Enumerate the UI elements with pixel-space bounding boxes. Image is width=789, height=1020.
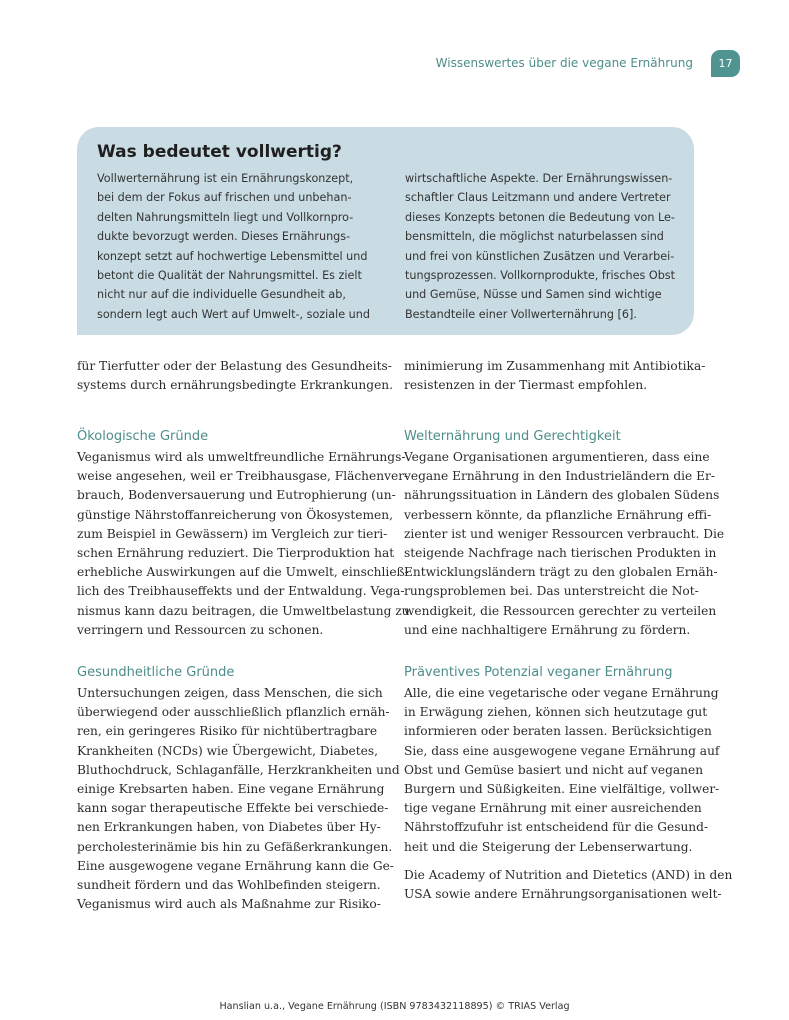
text-line: betont die Qualität der Nahrungsmittel. Es zielt	[97, 269, 362, 283]
text-line: ren, ein geringeres Risiko für nichtübertragbare	[77, 724, 378, 739]
text-line: steigende Nachfrage nach tierischen Produkten in	[404, 546, 717, 561]
text-line: tungsprozessen. Vollkornprodukte, frisches Obst	[405, 269, 676, 283]
text-line: in Erwägung ziehen, können sich heutzutage gut	[404, 705, 708, 720]
text-line: dieses Konzepts betonen die Bedeutung von Le-	[405, 210, 675, 224]
text-line: Die Academy of Nutrition and Dietetics (AND) in den	[404, 868, 733, 882]
text-line: Alle, die eine vegetarische oder vegane Ernährung	[404, 686, 719, 700]
text-line: konzept setzt auf hochwertige Lebensmittel und	[97, 249, 368, 263]
page-number: 17	[711, 50, 740, 77]
text-line: verringern und Ressourcen zu schonen.	[77, 622, 324, 637]
text-line: Obst und Gemüse basiert und nicht auf veganen	[404, 762, 704, 777]
text-line: nismus kann dazu beitragen, die Umweltbelastung zu	[77, 603, 410, 618]
text-line: Sie, dass eine ausgewogene vegane Ernährung auf	[404, 743, 720, 758]
text-line: dukte bevorzugt werden. Dieses Ernährungs-	[97, 230, 351, 244]
text-line: systems durch ernährungsbedingte Erkrankungen.	[77, 378, 394, 393]
text-line: nen Erkrankungen haben, von Diabetes über Hy-	[77, 820, 381, 835]
text-line: informieren oder beraten lassen. Berücksichtigen	[404, 724, 712, 739]
text-line: resistenzen in der Tiermast empfohlen.	[404, 378, 648, 393]
text-line: minimierung im Zusammenhang mit Antibiotika-	[404, 359, 706, 373]
text-line: percholesterinämie bis hin zu Gefäßerkrankungen.	[77, 839, 393, 854]
section-heading-welternaehrung: Welternährung und Gerechtigkeit	[404, 429, 621, 444]
section-text-welternaehrung	[404, 448, 725, 640]
text-line: wendigkeit, die Ressourcen gerechter zu verteilen	[404, 603, 717, 618]
text-line: Vollwerternährung ist ein Ernährungskonzept,	[97, 172, 354, 185]
text-line: Bestandteile einer Vollwerternährung [6].	[405, 307, 637, 321]
text-line: Untersuchungen zeigen, dass Menschen, die sich	[77, 686, 383, 700]
text-line: lich des Treibhauseffekts und der Entwaldung. Vega-	[77, 584, 405, 599]
text-line: delten Nahrungsmitteln liegt und Vollkornpro-	[97, 210, 354, 224]
text-line: sundheit fördern und das Wohlbefinden steigern.	[77, 878, 381, 893]
left-intro-text	[77, 357, 394, 395]
text-line: und Gemüse, Nüsse und Samen sind wichtige	[405, 288, 662, 302]
section-text-gesundheit	[77, 684, 400, 914]
text-line: Veganismus wird als umweltfreundliche Ernährungs-	[77, 450, 406, 464]
text-line: günstige Nährstoffanreicherung von Ökosystemen,	[77, 507, 393, 522]
text-line: Eine ausgewogene vegane Ernährung kann die Ge-	[77, 858, 394, 873]
text-line: vegane Ernährung in den Industrieländern die Er-	[404, 469, 715, 484]
info-box-left-text	[97, 169, 370, 324]
text-line: brauch, Bodenversauerung und Eutrophierung (un-	[77, 488, 396, 503]
text-line: Veganismus wird auch als Maßnahme zur Risiko-	[77, 897, 381, 912]
section-heading-praevention: Präventives Potenzial veganer Ernährung	[404, 665, 673, 680]
text-line: USA sowie andere Ernährungsorganisationen welt-	[404, 887, 722, 902]
text-line: rungsproblemen bei. Das unterstreicht die Not-	[404, 584, 699, 599]
text-line: schaftler Claus Leitzmann und andere Vertreter	[405, 191, 671, 205]
text-line: sondern legt auch Wert auf Umwelt-, soziale und	[97, 307, 370, 321]
text-line: zum Beispiel in Gewässern) im Vergleich zur tieri-	[77, 526, 388, 541]
text-line: Entwicklungsländern trägt zu den globalen Ernäh-	[404, 565, 718, 580]
info-box-right-text	[405, 169, 676, 324]
text-line: schen Ernährung reduziert. Die Tierproduktion hat	[77, 546, 395, 561]
text-line: Vegane Organisationen argumentieren, dass eine	[404, 450, 710, 464]
text-line: verbessern könnte, da pflanzliche Ernährung effi-	[404, 507, 712, 522]
text-line: kann sogar therapeutische Effekte bei verschiede-	[77, 801, 389, 816]
text-line: erhebliche Auswirkungen auf die Umwelt, einschließ-	[77, 565, 409, 580]
text-line: nährungssituation in Ländern des globalen Südens	[404, 488, 720, 503]
section-text-praevention	[404, 684, 720, 857]
section-text-oekologisch	[77, 448, 410, 640]
text-line: einige Krebsarten haben. Eine vegane Ernährung	[77, 782, 385, 797]
text-line: für Tierfutter oder der Belastung des Gesundheits-	[77, 359, 392, 373]
text-line: zienter ist und weniger Ressourcen verbraucht. Die	[404, 526, 725, 541]
right-intro-text	[404, 357, 706, 395]
text-line: weise angesehen, weil er Treibhausgase, Flächenver-	[77, 469, 409, 484]
text-line: Nährstoffzufuhr ist entscheidend für die Gesund-	[404, 820, 709, 835]
section-text-praevention-2	[404, 866, 733, 904]
text-line: bensmitteln, die möglichst naturbelassen sind	[405, 230, 664, 244]
text-line: wirtschaftliche Aspekte. Der Ernährungswissen-	[405, 172, 673, 185]
info-box	[77, 127, 694, 335]
text-line: und eine nachhaltigere Ernährung zu fördern.	[404, 622, 691, 637]
text-line: Krankheiten (NCDs) wie Übergewicht, Diabetes,	[77, 743, 379, 758]
running-title: Wissenswertes über die vegane Ernährung	[435, 56, 693, 70]
footer-citation: Hanslian u.a., Vegane Ernährung (ISBN 9783432118895) © TRIAS Verlag	[219, 1001, 570, 1012]
text-line: heit und die Steigerung der Lebenserwartung.	[404, 839, 693, 854]
text-line: Bluthochdruck, Schlaganfälle, Herzkrankheiten und	[77, 762, 400, 777]
text-line: bei dem der Fokus auf frischen und unbehan-	[97, 191, 352, 205]
text-line: nicht nur auf die individuelle Gesundheit ab,	[97, 288, 346, 302]
info-box-title: Was bedeutet vollwertig?	[97, 142, 342, 162]
section-heading-gesundheit: Gesundheitliche Gründe	[77, 665, 235, 680]
section-heading-oekologisch: Ökologische Gründe	[77, 429, 209, 444]
text-line: und frei von künstlichen Zusätzen und Verarbei-	[405, 249, 675, 263]
text-line: tige vegane Ernährung mit einer ausreichenden	[404, 801, 702, 816]
text-line: überwiegend oder ausschließlich pflanzlich ernäh-	[77, 705, 390, 720]
text-line: Burgern und Süßigkeiten. Eine vielfältige, vollwer-	[404, 782, 720, 797]
